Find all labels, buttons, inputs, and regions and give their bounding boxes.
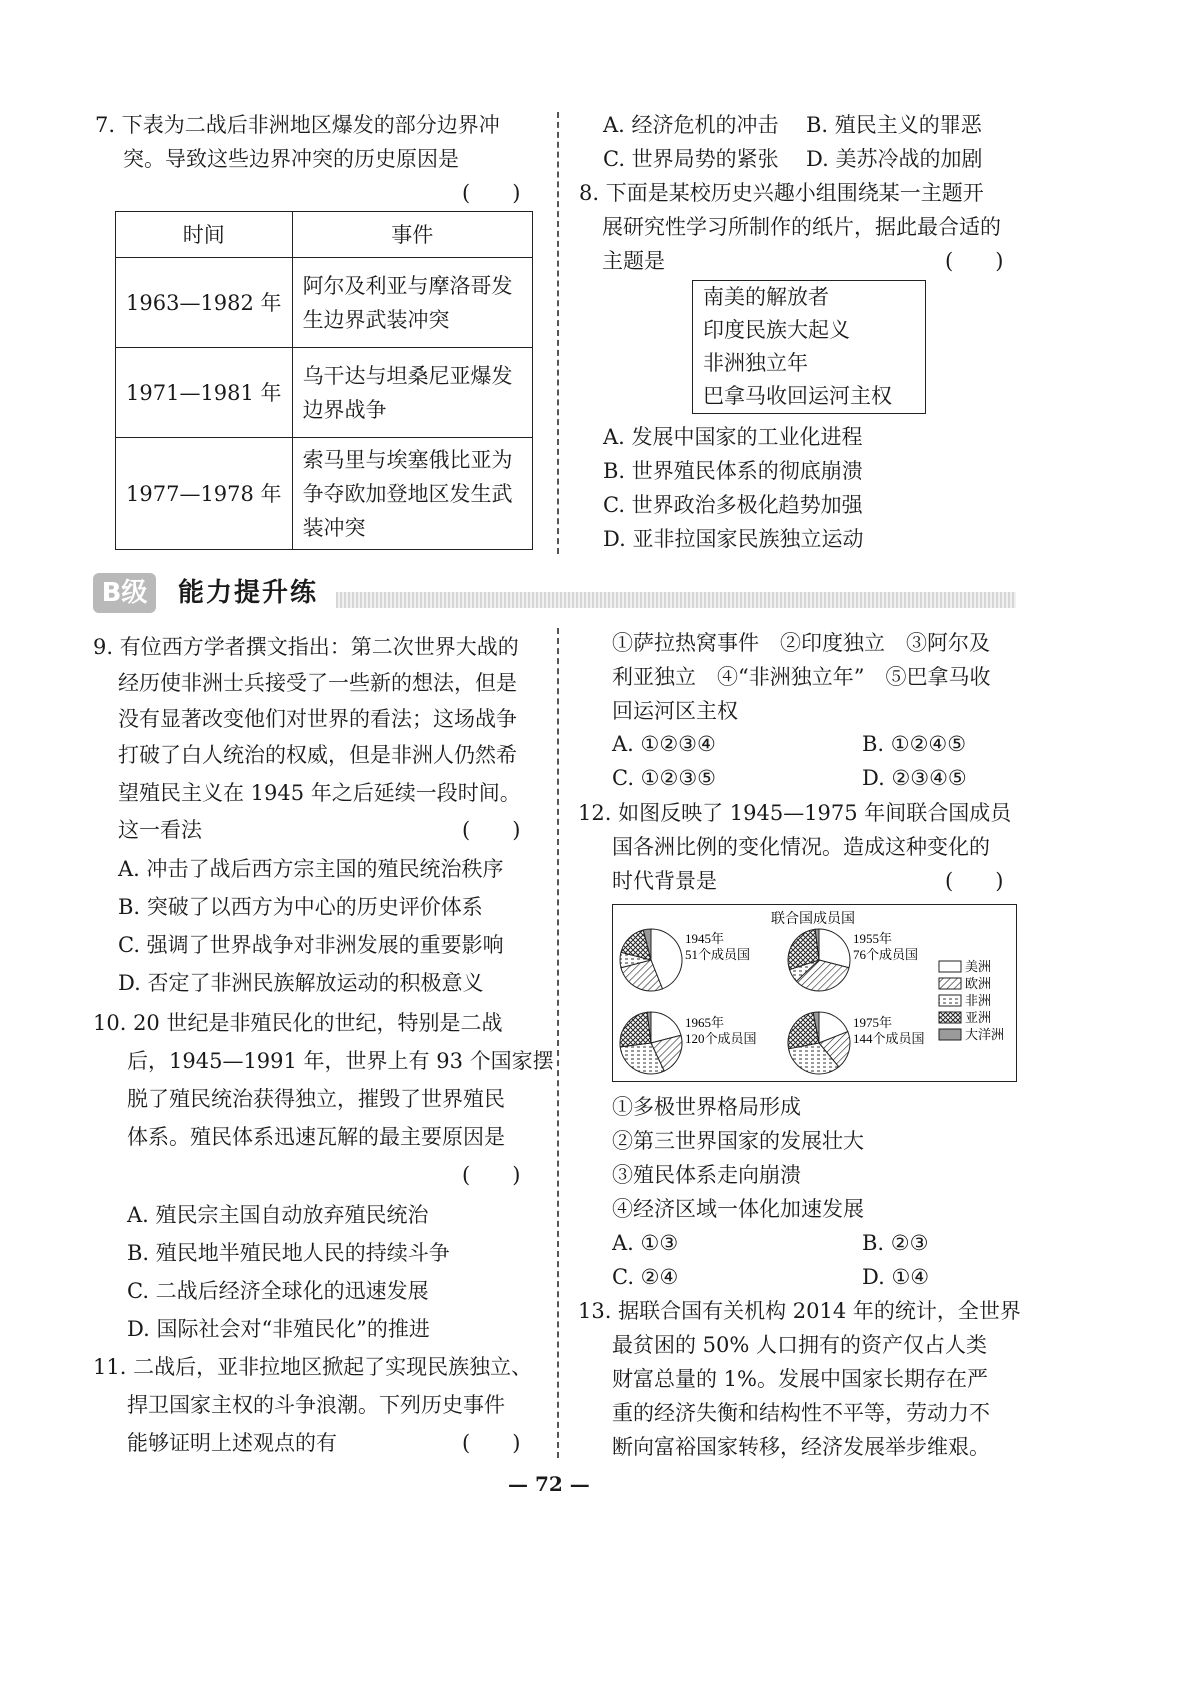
table-cell-time: 1963—1982 年	[116, 258, 293, 348]
q7-answer-paren[interactable]: ( )	[462, 181, 521, 205]
table-row	[116, 348, 533, 438]
q7-option-b[interactable]: B. 殖民主义的罪恶	[806, 113, 982, 137]
q11-option-d[interactable]: D. ②③④⑤	[862, 766, 967, 790]
event-line: 乌干达与坦桑尼亚爆发	[302, 363, 513, 388]
pie-slice-亚洲	[620, 1012, 651, 1047]
table-header-time: 时间	[116, 212, 293, 258]
q12-item-4: ④经济区域一体化加速发展	[612, 1197, 864, 1221]
q13-line4: 重的经济失衡和结构性不平等，劳动力不	[612, 1401, 990, 1425]
table-cell-event	[292, 348, 532, 438]
legend-label: 非洲	[965, 993, 992, 1008]
card-item: 印度民族大起义	[703, 318, 850, 342]
q12-option-a[interactable]: A. ①③	[612, 1231, 679, 1255]
q7-option-c[interactable]: C. 世界局势的紧张	[603, 147, 779, 171]
q11-items-line3: 回运河区主权	[612, 699, 738, 723]
q9-line5: 望殖民主义在 1945 年之后延续一段时间。	[118, 781, 521, 805]
q9-line2: 经历使非洲士兵接受了一些新的想法，但是	[118, 671, 517, 695]
legend-swatch	[939, 1029, 961, 1040]
q9-option-d[interactable]: D. 否定了非洲民族解放运动的积极意义	[118, 971, 484, 995]
q9-option-a[interactable]: A. 冲击了战后西方宗主国的殖民统治秩序	[118, 857, 504, 881]
table-cell-time: 1977—1978 年	[116, 438, 293, 550]
q13-line3: 财富总量的 1%。发展中国家长期存在严	[612, 1367, 988, 1391]
card-item: 南美的解放者	[703, 285, 829, 309]
q8-option-c[interactable]: C. 世界政治多极化趋势加强	[603, 493, 863, 517]
table-cell-time: 1971—1981 年	[116, 348, 293, 438]
q13-line5: 断向富裕国家转移，经济发展举步维艰。	[612, 1435, 990, 1459]
q9-option-b[interactable]: B. 突破了以西方为中心的历史评价体系	[118, 895, 483, 919]
q9-line4: 打破了白人统治的权威，但是非洲人仍然希	[118, 743, 517, 767]
event-line: 阿尔及利亚与摩洛哥发	[302, 273, 513, 298]
q10-answer-paren[interactable]: ( )	[462, 1163, 521, 1187]
q7-line2: 突。导致这些边界冲突的历史原因是	[123, 147, 459, 171]
q11-option-b[interactable]: B. ①②④⑤	[862, 732, 967, 756]
legend-swatch	[939, 1012, 961, 1023]
q12-item-2: ②第三世界国家的发展壮大	[612, 1129, 864, 1153]
card-item: 非洲独立年	[703, 351, 808, 375]
pie-label: 1975年	[853, 1015, 893, 1030]
legend-swatch	[939, 961, 961, 972]
q10-option-a[interactable]: A. 殖民宗主国自动放弃殖民统治	[127, 1203, 429, 1227]
q10-line4: 体系。殖民体系迅速瓦解的最主要原因是	[127, 1125, 505, 1149]
q9-line3: 没有显著改变他们对世界的看法；这场战争	[118, 707, 517, 731]
legend-label: 大洋洲	[965, 1027, 1005, 1042]
event-line: 争夺欧加登地区发生武	[302, 481, 513, 506]
pie-label: 51个成员国	[685, 947, 751, 962]
q11-line2: 捍卫国家主权的斗争浪潮。下列历史事件	[127, 1393, 505, 1417]
section-level-tag: B级	[93, 573, 156, 613]
q12-option-b[interactable]: B. ②③	[862, 1231, 929, 1255]
pie-label: 120个成员国	[685, 1031, 757, 1046]
table-row	[116, 438, 533, 550]
pie-label: 1945年	[685, 931, 725, 946]
q11-items-line1: ①萨拉热窝事件 ②印度独立 ③阿尔及	[612, 631, 990, 655]
q12-line2: 国各洲比例的变化情况。造成这种变化的	[612, 835, 990, 859]
q10-line2: 后，1945—1991 年，世界上有 93 个国家摆	[127, 1049, 554, 1073]
q8-option-a[interactable]: A. 发展中国家的工业化进程	[603, 425, 863, 449]
legend-swatch	[939, 995, 961, 1006]
legend-label: 欧洲	[965, 976, 992, 991]
q8-option-b[interactable]: B. 世界殖民体系的彻底崩溃	[603, 459, 863, 483]
legend-label: 美洲	[965, 959, 992, 974]
event-line: 生边界武装冲突	[302, 307, 450, 332]
un-members-chart	[612, 904, 1017, 1082]
q9-option-c[interactable]: C. 强调了世界战争对非洲发展的重要影响	[118, 933, 504, 957]
q10-option-b[interactable]: B. 殖民地半殖民地人民的持续斗争	[127, 1241, 450, 1265]
q8-answer-paren[interactable]: ( )	[945, 249, 1004, 273]
section-banner-bar	[336, 592, 1016, 608]
q8-line1: 8. 下面是某校历史兴趣小组围绕某一主题开	[579, 181, 984, 205]
column-divider	[557, 112, 559, 554]
q10-line1: 10. 20 世纪是非殖民化的世纪，特别是二战	[93, 1011, 503, 1035]
table-row	[116, 258, 533, 348]
q7-option-d[interactable]: D. 美苏冷战的加剧	[806, 147, 983, 171]
page-number: — 72 —	[508, 1472, 590, 1496]
event-line: 装冲突	[302, 515, 366, 540]
pie-label: 1955年	[853, 931, 893, 946]
q12-item-3: ③殖民体系走向崩溃	[612, 1163, 801, 1187]
table-cell-event	[292, 258, 532, 348]
table-header-row	[116, 212, 533, 258]
q11-option-c[interactable]: C. ①②③⑤	[612, 766, 716, 790]
q12-option-d[interactable]: D. ①④	[862, 1265, 930, 1289]
q10-option-c[interactable]: C. 二战后经济全球化的迅速发展	[127, 1279, 429, 1303]
q9-answer-paren[interactable]: ( )	[462, 818, 521, 842]
q7-line1: 7. 下表为二战后非洲地区爆发的部分边界冲	[95, 113, 500, 137]
q8-topic-card	[692, 280, 926, 414]
legend-swatch	[939, 978, 961, 989]
q11-line3: 能够证明上述观点的有	[127, 1431, 337, 1455]
q11-line1: 11. 二战后，亚非拉地区掀起了实现民族独立、	[93, 1355, 533, 1379]
pie-label: 76个成员国	[853, 947, 919, 962]
legend-label: 亚洲	[965, 1010, 992, 1025]
pie-label: 144个成员国	[853, 1031, 925, 1046]
column-divider	[557, 628, 559, 1458]
section-title: 能力提升练	[178, 578, 319, 608]
event-line: 边界战争	[302, 397, 387, 422]
q8-line2: 展研究性学习所制作的纸片，据此最合适的	[602, 215, 1001, 239]
chart-title: 联合国成员国	[771, 912, 855, 927]
table-header-event: 事件	[292, 212, 532, 258]
pie-chart-svg	[613, 905, 1016, 1081]
q9-line1: 9. 有位西方学者撰文指出：第二次世界大战的	[93, 635, 519, 659]
table-cell-event	[292, 438, 532, 550]
q12-answer-paren[interactable]: ( )	[945, 869, 1004, 893]
q11-items-line2: 利亚独立 ④“非洲独立年” ⑤巴拿马收	[612, 665, 991, 689]
q8-line3: 主题是	[602, 249, 665, 273]
q12-item-1: ①多极世界格局形成	[612, 1095, 801, 1119]
q12-line1: 12. 如图反映了 1945—1975 年间联合国成员	[578, 801, 1012, 825]
q13-line1: 13. 据联合国有关机构 2014 年的统计，全世界	[578, 1299, 1021, 1323]
card-item: 巴拿马收回运河主权	[703, 384, 892, 408]
q11-answer-paren[interactable]: ( )	[462, 1431, 521, 1455]
q12-line3: 时代背景是	[612, 869, 717, 893]
q12-option-c[interactable]: C. ②④	[612, 1265, 679, 1289]
q7-conflict-table	[115, 211, 533, 550]
q8-option-d[interactable]: D. 亚非拉国家民族独立运动	[603, 527, 864, 551]
q10-option-d[interactable]: D. 国际社会对“非殖民化”的推进	[127, 1317, 430, 1341]
q7-option-a[interactable]: A. 经济危机的冲击	[603, 113, 779, 137]
q13-line2: 最贫困的 50% 人口拥有的资产仅占人类	[612, 1333, 988, 1357]
pie-label: 1965年	[685, 1015, 725, 1030]
q11-option-a[interactable]: A. ①②③④	[612, 732, 716, 756]
q10-line3: 脱了殖民统治获得独立，摧毁了世界殖民	[127, 1087, 505, 1111]
event-line: 索马里与埃塞俄比亚为	[302, 447, 513, 472]
q9-line6: 这一看法	[118, 818, 202, 842]
